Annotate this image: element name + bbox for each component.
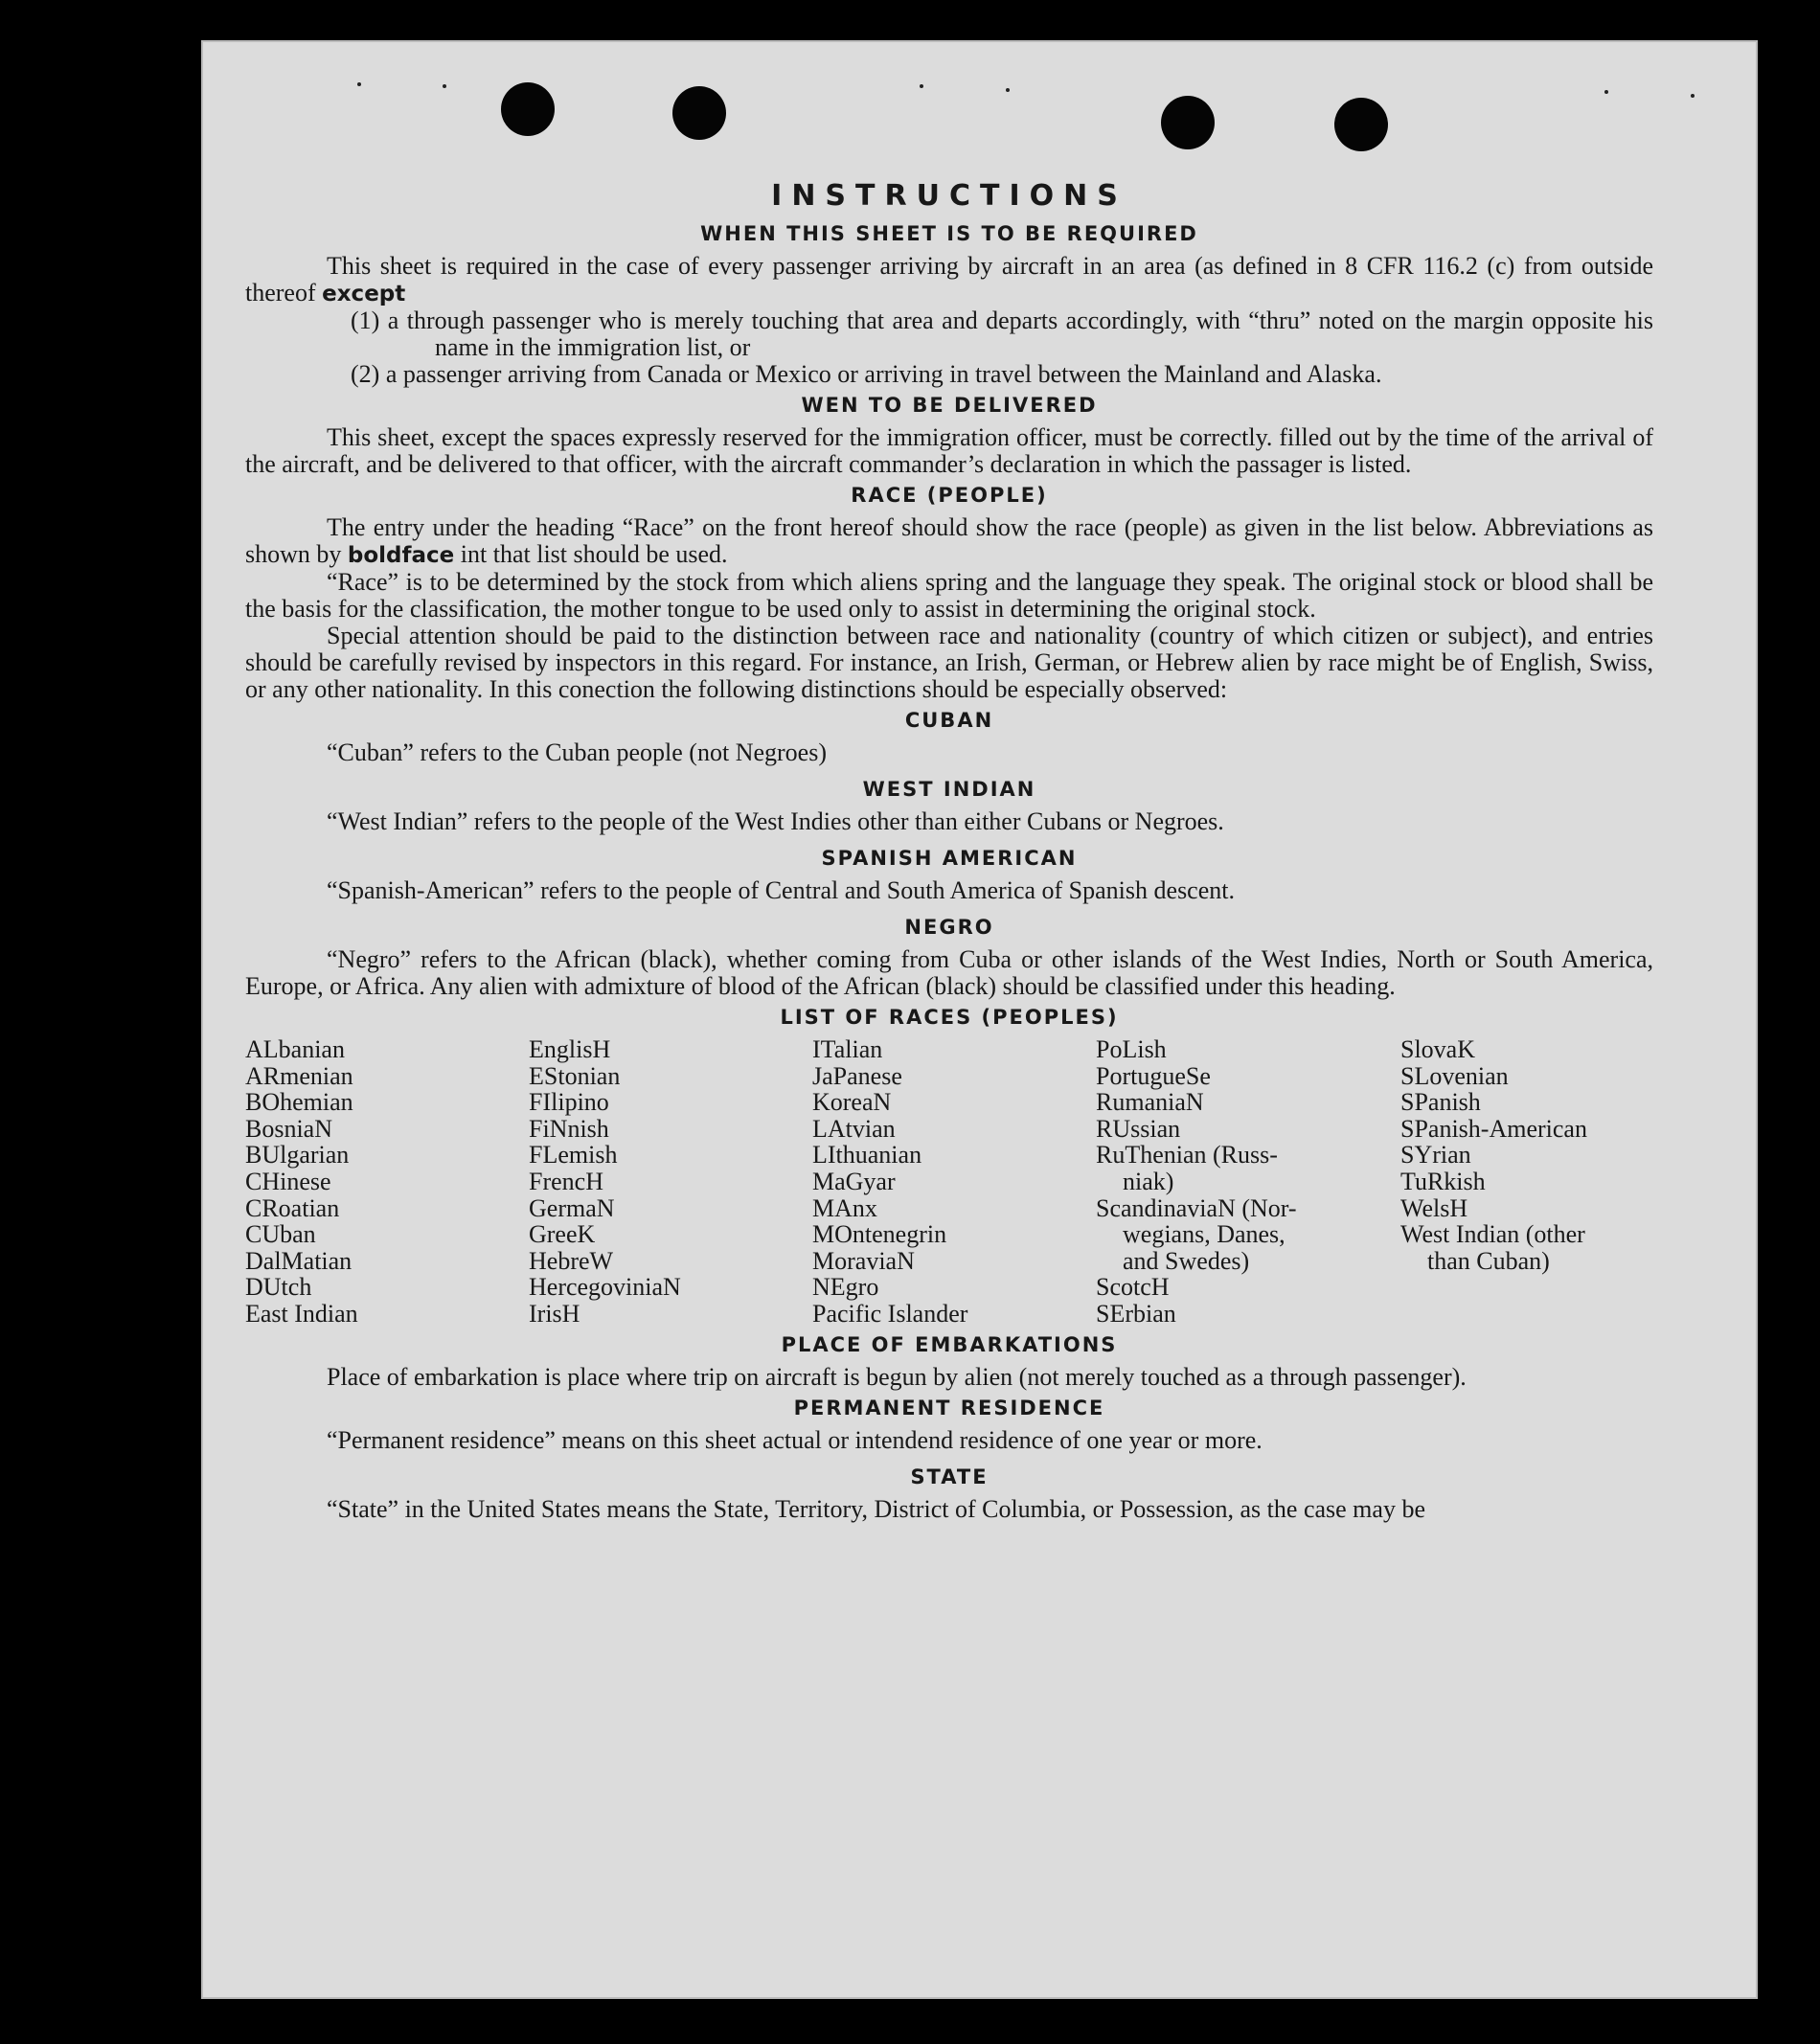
race-item: SlovaK [1400, 1035, 1475, 1063]
race-item: MOntenegrin [812, 1220, 947, 1249]
race-item: SLovenian [1400, 1061, 1509, 1090]
races-column-5 [1400, 1036, 1653, 1328]
punch-hole [672, 86, 726, 140]
emphasis-text: boldface [347, 543, 455, 568]
paragraph [245, 514, 1653, 569]
race-item: LIthuanian [812, 1141, 922, 1170]
section-heading: STATE [910, 1465, 989, 1488]
race-item: SPanish-American [1400, 1114, 1587, 1143]
race-item: BosniaN [245, 1114, 332, 1143]
race-item: MAnx [812, 1193, 877, 1222]
paragraph: “Spanish-American” refers to the people of Central and South America of Spanish descent. [327, 876, 1235, 904]
paragraph-text: int that list should be used. [460, 540, 728, 568]
punch-hole [1161, 96, 1215, 149]
race-item: East Indian [245, 1299, 358, 1328]
section-heading: PERMANENT RESIDENCE [793, 1396, 1105, 1419]
speck [1006, 88, 1010, 92]
paragraph: “Permanent residence” means on this sheet actual or intendend residence of one year or more. [327, 1425, 1263, 1454]
paragraph: “West Indian” refers to the people of the West Indies other than either Cubans or Negroes. [327, 807, 1224, 835]
race-item: ALbanian [245, 1035, 345, 1063]
races-column-1 [245, 1036, 529, 1328]
race-item: FrencH [529, 1167, 603, 1195]
paragraph: Place of embarkation is place where trip on aircraft is begun by alien (not merely touched as a through passenger). [327, 1362, 1467, 1391]
race-item: BUlgarian [245, 1141, 350, 1170]
paragraph: Special attention should be paid to the distinction between race and nationality (country of which citizen or subject), and entries should be carefully revised by inspectors in this regard. For instance, an Irish, German, or Hebrew alien by race might be of English, Swiss, or any other nationality. In this conection the following distinctions should be especially observed: [245, 622, 1653, 703]
race-item: ARmenian [245, 1061, 353, 1090]
race-item: DUtch [245, 1273, 312, 1302]
paragraph [245, 253, 1653, 307]
section-heading: RACE (PEOPLE) [851, 484, 1048, 507]
race-item: KoreaN [812, 1088, 892, 1117]
race-item: HercegoviniaN [529, 1273, 681, 1302]
speck [357, 82, 361, 86]
race-item: MaGyar [812, 1167, 896, 1195]
race-item-continued: and Swedes) [1123, 1246, 1250, 1275]
race-item: FLemish [529, 1141, 618, 1170]
paragraph-text: This sheet is required in the case of every passenger arriving by aircraft in an area (as defined in 8 CFR 116.2 (c) from outside thereof [245, 252, 1653, 307]
paragraph: “Cuban” refers to the Cuban people (not Negroes) [327, 738, 827, 766]
race-item: RumaniaN [1096, 1088, 1204, 1117]
section-heading: LIST OF RACES (PEOPLES) [780, 1006, 1119, 1029]
race-item: RUssian [1096, 1114, 1181, 1143]
page-title: INSTRUCTIONS [771, 179, 1127, 213]
race-item-continued: wegians, Danes, [1123, 1220, 1285, 1249]
section-heading: NEGRO [904, 916, 994, 939]
section-heading: WHEN THIS SHEET IS TO BE REQUIRED [700, 222, 1198, 245]
race-item: West Indian (other [1400, 1220, 1585, 1249]
race-item: DalMatian [245, 1246, 353, 1275]
race-item: SYrian [1400, 1141, 1471, 1170]
races-column-2 [529, 1036, 812, 1328]
race-item: JaPanese [812, 1061, 902, 1090]
section-heading: PLACE OF EMBARKATIONS [781, 1332, 1118, 1356]
race-item: EStonian [529, 1061, 621, 1090]
race-item: TuRkish [1400, 1167, 1486, 1195]
paragraph: “Negro” refers to the African (black), whether coming from Cuba or other islands of the West Indies, North or South America, Europe, or Africa. Any alien with admixture of blood of the African (black) should be classified under this heading. [245, 945, 1653, 1000]
paragraph: This sheet, except the spaces expressly reserved for the immigration officer, must be correctly. filled out by the time of the arrival of the aircraft, and be delivered to that officer, with the aircraft commander’s declaration in which the passager is listed. [245, 423, 1653, 478]
paragraph: “State” in the United States means the State, Territory, District of Columbia, or Possession, as the case may be [327, 1494, 1425, 1523]
race-item: IrisH [529, 1299, 580, 1328]
document-page [201, 40, 1758, 1999]
race-item: FIlipino [529, 1088, 609, 1117]
speck [1691, 94, 1695, 98]
speck [920, 84, 923, 88]
race-item-continued: niak) [1123, 1167, 1174, 1195]
instructions-content [245, 179, 1653, 1523]
race-item: WelsH [1400, 1193, 1468, 1222]
section-heading: WEST INDIAN [862, 778, 1036, 801]
race-item: MoraviaN [812, 1246, 915, 1275]
race-item: LAtvian [812, 1114, 896, 1143]
race-item-continued: than Cuban) [1427, 1246, 1550, 1275]
speck [443, 84, 446, 88]
race-item: Pacific Islander [812, 1299, 968, 1328]
race-item: SPanish [1400, 1088, 1481, 1117]
race-item: NEgro [812, 1273, 879, 1302]
race-item: HebreW [529, 1246, 614, 1275]
race-item: GermaN [529, 1193, 615, 1222]
races-column-3 [812, 1036, 1096, 1328]
race-item: PoLish [1096, 1035, 1167, 1063]
race-item: GreeK [529, 1220, 596, 1249]
punch-hole [501, 82, 555, 136]
section-heading: WEN TO BE DELIVERED [801, 394, 1098, 417]
race-item: BOhemian [245, 1088, 353, 1117]
race-item: SErbian [1096, 1299, 1176, 1328]
race-item: CRoatian [245, 1193, 340, 1222]
race-item: ITalian [812, 1035, 883, 1063]
list-item: (1) a through passenger who is merely touching that area and departs accordingly, with “thru” noted on the margin opposite his name in the immigration list, or [351, 307, 1653, 361]
list-item: (2) a passenger arriving from Canada or Mexico or arriving in travel between the Mainland and Alaska. [351, 360, 1382, 388]
section-heading: CUBAN [904, 709, 994, 732]
race-item: PortugueSe [1096, 1061, 1211, 1090]
punch-hole [1334, 98, 1388, 151]
emphasis-text: except [322, 282, 406, 307]
paragraph: “Race” is to be determined by the stock from which aliens spring and the language they speak. The original stock or blood shall be the basis for the classification, the mother tongue to be used only to assist in determining the original stock. [245, 568, 1653, 623]
race-item: ScandinaviaN (Nor- [1096, 1193, 1297, 1222]
race-item: FiNnish [529, 1114, 609, 1143]
race-item: CUban [245, 1220, 316, 1249]
races-list [245, 1036, 1653, 1328]
race-item-continued: RuThenian (Russ- [1096, 1141, 1278, 1170]
paragraph-text: The entry under the heading “Race” on the front hereof should show the race (people) as given in the list below. Abbreviations as shown by [245, 513, 1653, 568]
speck [1604, 90, 1608, 94]
section-heading: SPANISH AMERICAN [821, 847, 1078, 870]
race-item: CHinese [245, 1167, 331, 1195]
race-item: EnglisH [529, 1035, 611, 1063]
races-column-4 [1096, 1036, 1400, 1328]
race-item: ScotcH [1096, 1273, 1170, 1302]
